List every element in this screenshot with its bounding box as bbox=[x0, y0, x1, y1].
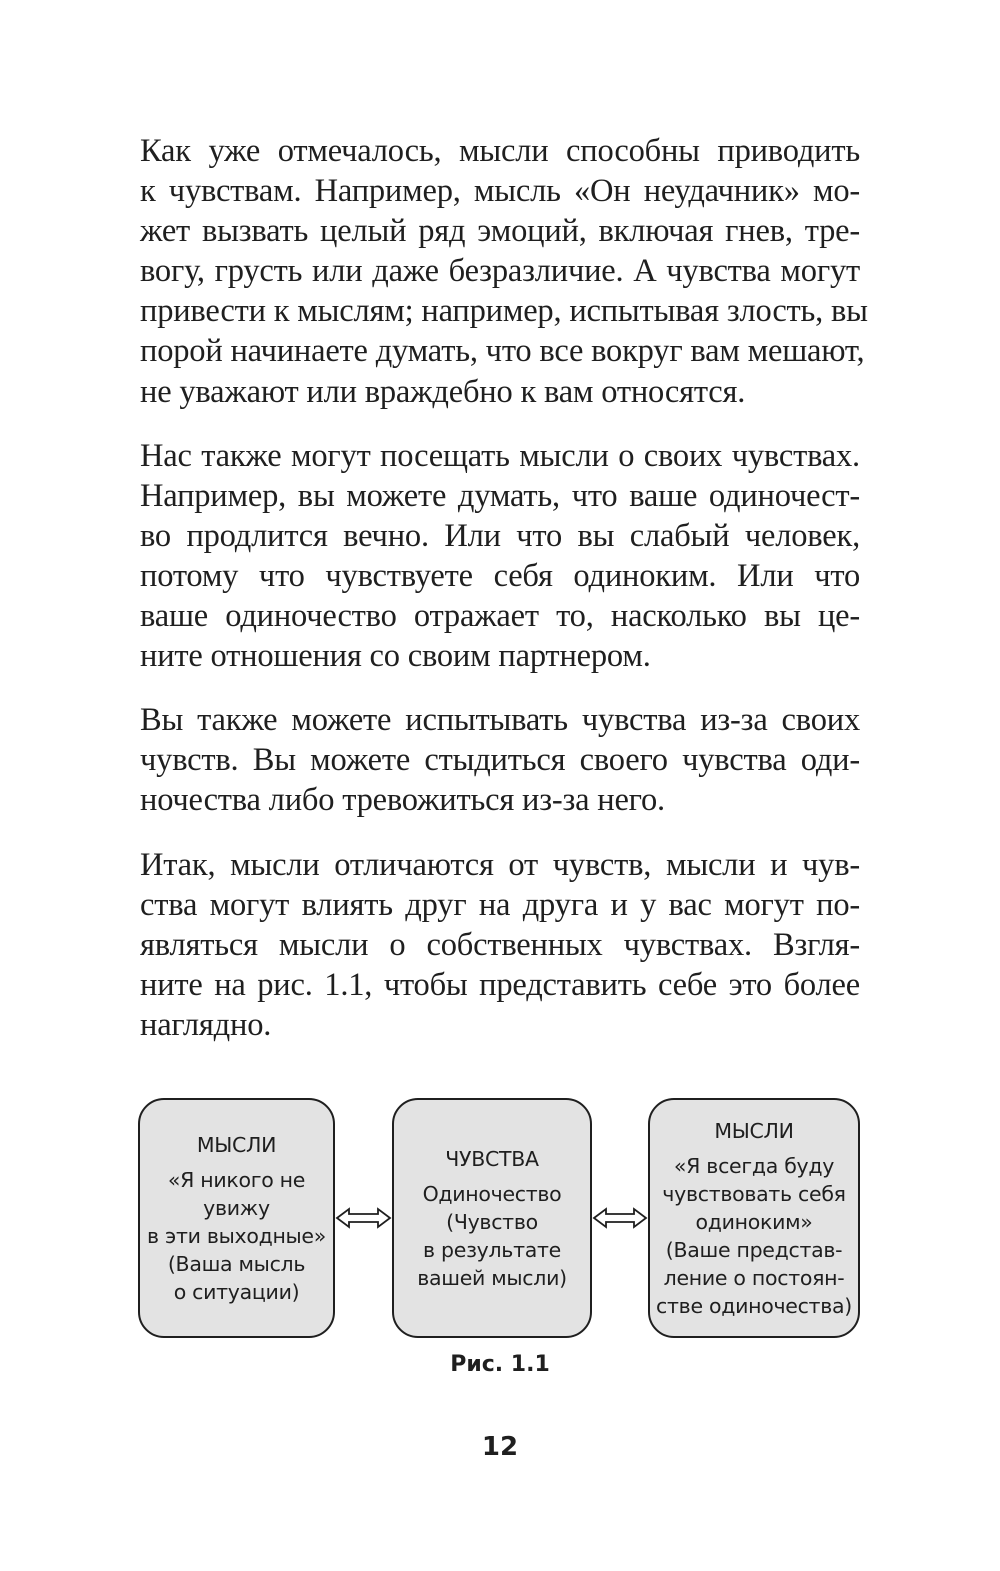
box-text-line: чувствовать себя bbox=[662, 1181, 846, 1206]
box-text-line: одиноким» bbox=[695, 1209, 813, 1234]
box-text-line: в эти выходные» bbox=[147, 1223, 326, 1248]
text-line: потому что чувствуете себя одиноким. Или что bbox=[140, 557, 860, 594]
text-line: ните отношения со своим партнером. bbox=[140, 638, 651, 675]
double-arrow-icon bbox=[335, 1206, 392, 1230]
paragraph-3 bbox=[140, 700, 860, 820]
box-heading: ЧУВСТВА bbox=[445, 1146, 539, 1171]
box-text-line: стве одиночества) bbox=[656, 1293, 852, 1318]
feelings-box bbox=[392, 1098, 592, 1338]
text-line: привести к мыслям; например, испытывая злость, вы bbox=[140, 293, 868, 330]
paragraph-1 bbox=[140, 131, 868, 412]
paragraph-2 bbox=[140, 436, 860, 677]
box-text-line: «Я никого не bbox=[167, 1167, 306, 1192]
text-line: ночества либо тревожиться из-за него. bbox=[140, 782, 665, 819]
box-text-line: ление о постоян- bbox=[663, 1265, 845, 1290]
paragraph-4 bbox=[140, 845, 860, 1045]
text-line: порой начинаете думать, что все вокруг вам мешают, bbox=[140, 333, 865, 370]
box-text-line: увижу bbox=[203, 1195, 270, 1220]
text-line: ните на рис. 1.1, чтобы представить себе это более bbox=[140, 966, 860, 1003]
text-line: Вы также можете испытывать чувства из-за своих bbox=[140, 702, 860, 739]
text-line: являться мысли о собственных чувствах. Взгля- bbox=[140, 926, 860, 963]
box-text-line: (Чувство bbox=[446, 1209, 538, 1234]
box-text-line: «Я всегда буду bbox=[673, 1153, 835, 1178]
figure-diagram bbox=[138, 1098, 862, 1340]
figure-caption: Рис. 1.1 bbox=[450, 1352, 550, 1377]
box-heading: МЫСЛИ bbox=[196, 1132, 277, 1157]
box-text-line: (Ваша мысль bbox=[167, 1251, 306, 1276]
text-line: Нас также могут посещать мысли о своих чувствах. bbox=[140, 437, 860, 474]
text-line: не уважают или враждебно к вам относятся. bbox=[140, 373, 746, 410]
text-line: вогу, грусть или даже безразличие. А чувства могут bbox=[140, 253, 860, 290]
text-line: Как уже отмечалось, мысли способны приводить bbox=[140, 133, 860, 169]
body-text bbox=[140, 131, 868, 1069]
box-text-line: Одиночество bbox=[422, 1181, 562, 1206]
text-line: наглядно. bbox=[140, 1006, 272, 1043]
thoughts-box-2 bbox=[648, 1098, 860, 1338]
text-line: жет вызвать целый ряд эмоций, включая гнев, тре- bbox=[140, 213, 860, 250]
box-text-line: о ситуации) bbox=[173, 1279, 300, 1304]
text-line: чувств. Вы можете стыдиться своего чувства оди- bbox=[140, 742, 860, 779]
text-line: Итак, мысли отличаются от чувств, мысли и чув- bbox=[140, 846, 860, 883]
text-line: ства могут влиять друг на друга и у вас могут по- bbox=[140, 886, 860, 923]
thoughts-box-1 bbox=[138, 1098, 335, 1338]
box-heading: МЫСЛИ bbox=[714, 1118, 794, 1143]
double-arrow-icon bbox=[592, 1206, 648, 1230]
text-line: Например, вы можете думать, что ваше одиночест- bbox=[140, 477, 860, 514]
text-line: к чувствам. Например, мысль «Он неудачник» мо- bbox=[140, 173, 860, 210]
text-line: ваше одиночество отражает то, насколько вы це- bbox=[140, 598, 860, 635]
box-text-line: (Ваше представ- bbox=[665, 1237, 843, 1262]
text-line: во продлится вечно. Или что вы слабый человек, bbox=[140, 517, 860, 554]
box-text-line: вашей мысли) bbox=[417, 1265, 567, 1290]
box-text-line: в результате bbox=[423, 1237, 561, 1262]
page-number: 12 bbox=[481, 1432, 519, 1462]
